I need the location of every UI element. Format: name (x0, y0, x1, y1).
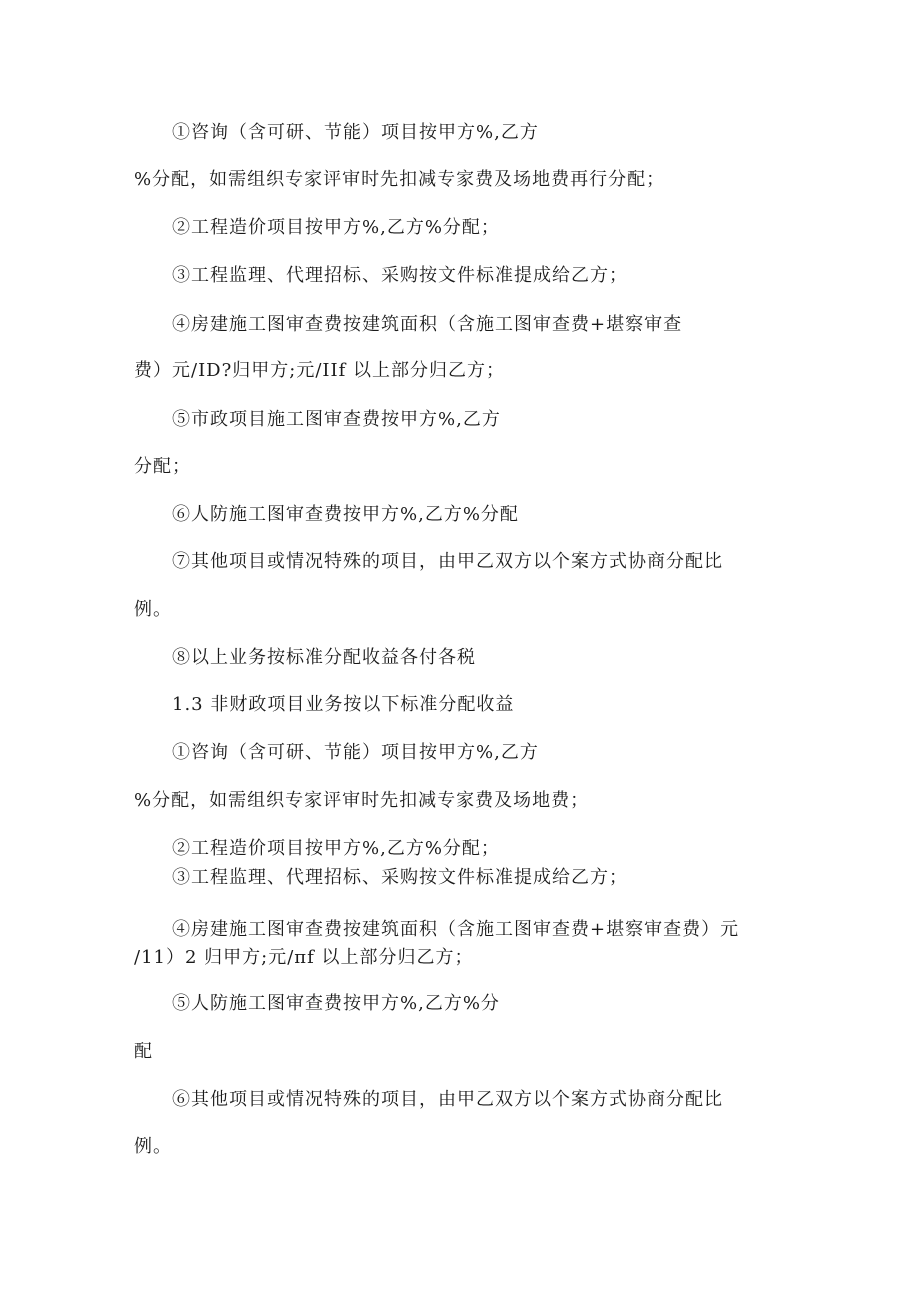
paragraph-line: ⑥其他项目或情况特殊的项目，由甲乙双方以个案方式协商分配比 (172, 1089, 723, 1110)
paragraph-line: 例。 (134, 599, 172, 620)
paragraph-line: ⑤人防施工图审查费按甲方%,乙方%分 (172, 993, 500, 1014)
paragraph-line: 例。 (134, 1136, 172, 1157)
paragraph-line: %分配，如需组织专家评审时先扣减专家费及场地费； (134, 790, 590, 811)
paragraph-line: %分配，如需组织专家评审时先扣减专家费及场地费再行分配； (134, 169, 666, 190)
paragraph-line: ③工程监理、代理招标、采购按文件标准提成给乙方； (172, 867, 628, 888)
paragraph-line: /11）2 归甲方;元/πf 以上部分归乙方； (134, 947, 474, 968)
paragraph-line: ②工程造价项目按甲方%,乙方%分配； (172, 217, 500, 238)
paragraph-line: ⑧以上业务按标准分配收益各付各税 (172, 647, 476, 668)
paragraph-line: ②工程造价项目按甲方%,乙方%分配； (172, 838, 500, 859)
section-heading: 1.3 非财政项目业务按以下标准分配收益 (172, 694, 515, 715)
paragraph-line: ⑦其他项目或情况特殊的项目，由甲乙双方以个案方式协商分配比 (172, 551, 723, 572)
paragraph-line: 分配； (134, 456, 191, 477)
paragraph-line: ⑤市政项目施工图审查费按甲方%,乙方 (172, 409, 501, 430)
paragraph-line: ④房建施工图审查费按建筑面积（含施工图审查费+堪察审查 (172, 314, 683, 335)
paragraph-line: ④房建施工图审查费按建筑面积（含施工图审查费+堪察审查费）元 (172, 919, 740, 940)
paragraph-line: ③工程监理、代理招标、采购按文件标准提成给乙方； (172, 265, 628, 286)
paragraph-line: ①咨询（含可研、节能）项目按甲方%,乙方 (172, 742, 539, 763)
paragraph-line: ⑥人防施工图审查费按甲方%,乙方%分配 (172, 504, 519, 525)
paragraph-line: ①咨询（含可研、节能）项目按甲方%,乙方 (172, 122, 539, 143)
paragraph-line: 配 (134, 1041, 153, 1062)
paragraph-line: 费）元/ID?归甲方;元/IIf 以上部分归乙方； (134, 360, 505, 381)
